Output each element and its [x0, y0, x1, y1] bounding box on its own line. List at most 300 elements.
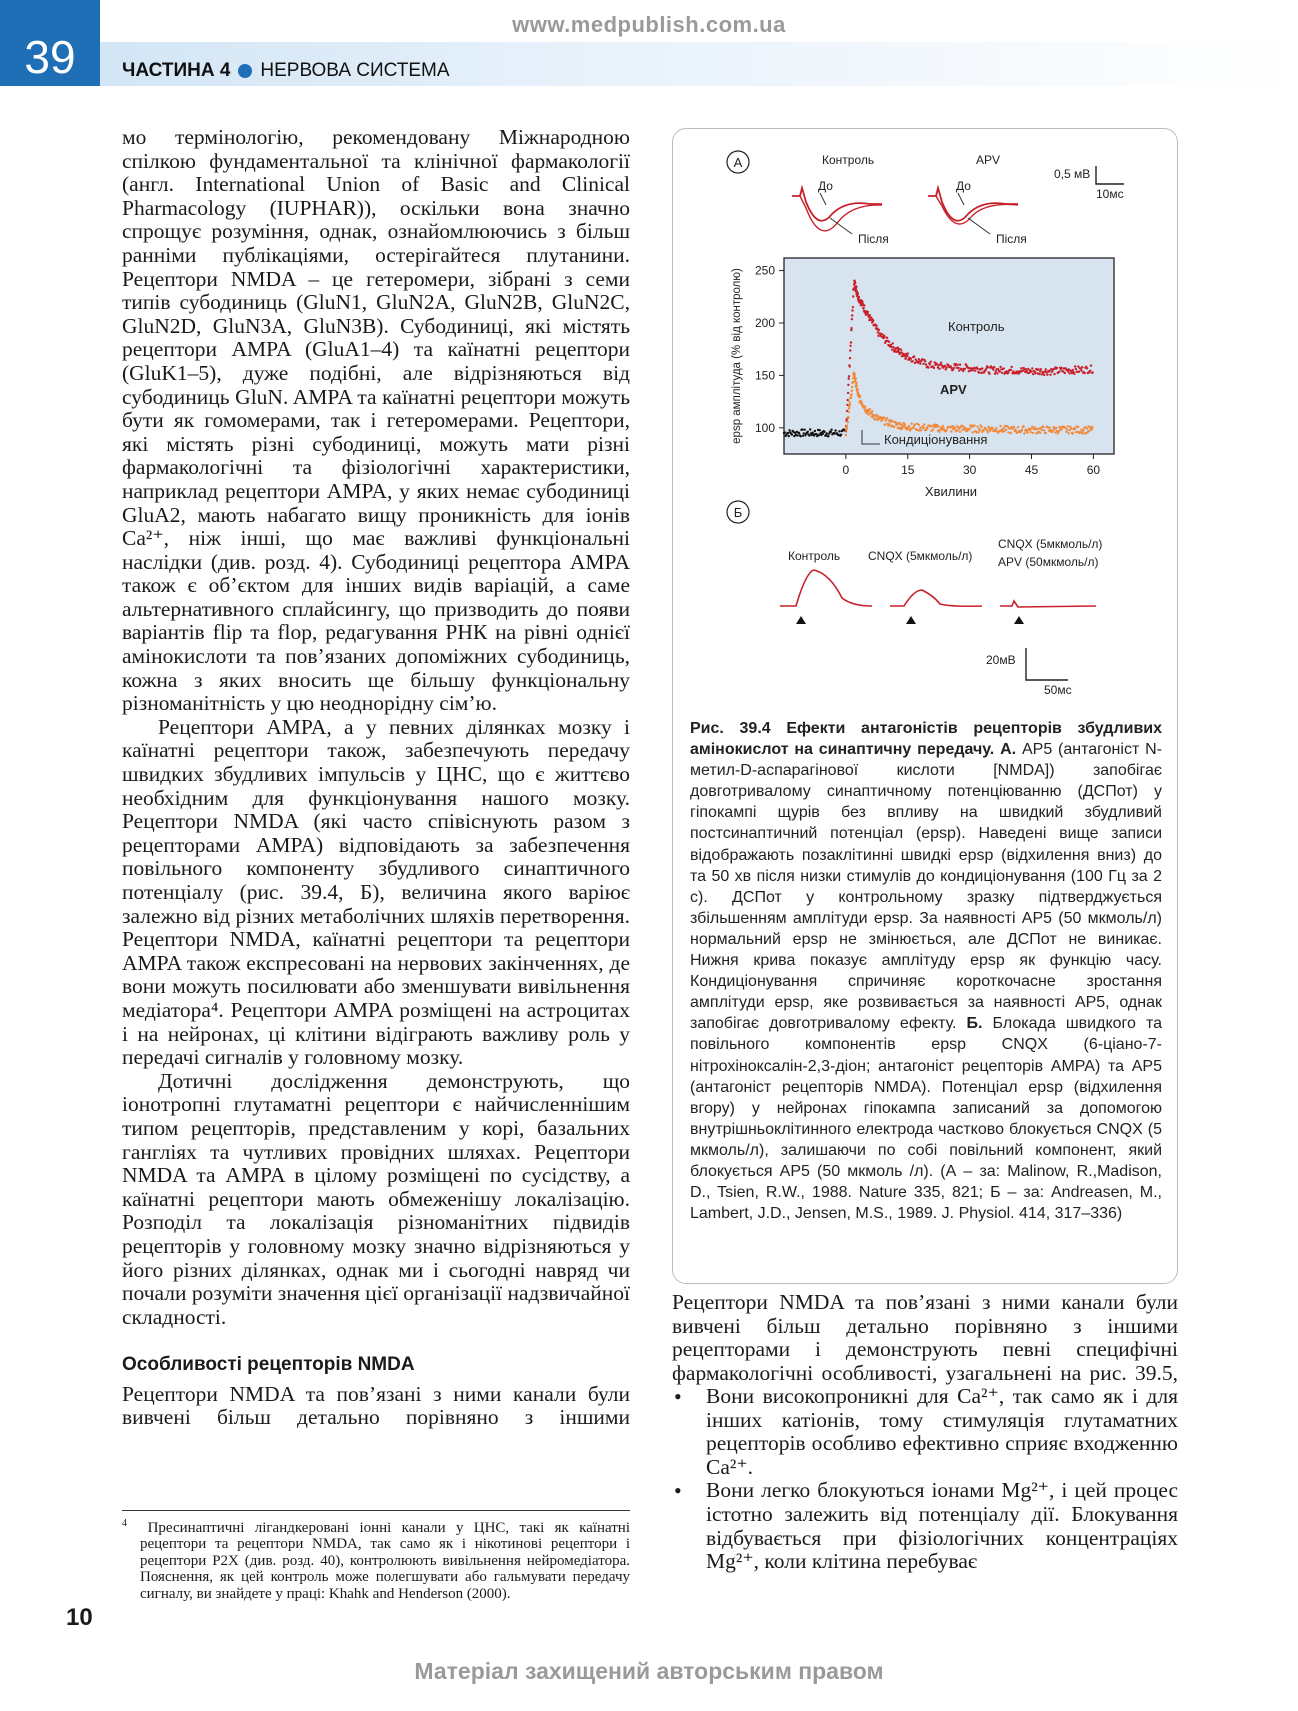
scale-b-time: 50мс: [1044, 683, 1072, 697]
data-point-control: [918, 358, 920, 360]
trace-a-after-2: Після: [996, 232, 1027, 246]
data-point-apv: [1055, 427, 1057, 429]
caption-fig-label: Рис. 39.4: [690, 720, 771, 737]
data-point-control: [987, 366, 989, 368]
data-point-control: [787, 432, 789, 434]
scale-bar-b: [1026, 648, 1068, 680]
data-point-apv: [1067, 425, 1069, 427]
data-point-control: [851, 314, 853, 316]
data-point-control: [950, 367, 952, 369]
data-point-control: [1060, 367, 1062, 369]
site-url: www.medpublish.com.ua: [512, 12, 786, 37]
data-point-apv: [1036, 428, 1038, 430]
data-point-control: [851, 318, 853, 320]
data-point-control: [1058, 371, 1060, 373]
data-point-control: [878, 329, 880, 331]
data-point-control: [847, 384, 849, 386]
data-point-apv: [907, 427, 909, 429]
data-point-control: [830, 429, 832, 431]
data-point-apv: [980, 426, 982, 428]
data-point-control: [976, 368, 978, 370]
data-point-control: [1083, 372, 1085, 374]
data-point-apv: [1041, 429, 1043, 431]
chart-conditioning-label: Кондиціонування: [884, 432, 988, 447]
data-point-control: [807, 431, 809, 433]
data-point-control: [974, 370, 976, 372]
data-point-apv: [1010, 432, 1012, 434]
data-point-apv: [1087, 425, 1089, 427]
data-point-apv: [973, 424, 975, 426]
data-point-control: [850, 327, 852, 329]
data-point-control: [958, 369, 960, 371]
data-point-control: [840, 434, 842, 436]
trace-a-apv-after: [936, 196, 1018, 224]
data-point-control: [867, 311, 869, 313]
data-point-control: [940, 362, 942, 364]
trace-b-control: [780, 570, 872, 606]
data-point-apv: [908, 425, 910, 427]
data-point-apv: [851, 390, 853, 392]
data-point-control: [847, 399, 849, 401]
data-point-control: [852, 306, 854, 308]
data-point-control: [953, 367, 955, 369]
paragraph-4-continued: Рецептори NMDA та пов’язані з ними канали були вивчені більш детально порівняно з іншими рецепторами і демонструють певні специфічні фармакологічні особливості, узагальнені на рис. 39.5,: [672, 1291, 1178, 1385]
subheading-nmda: Особливості рецепторів NMDA: [122, 1354, 415, 1376]
data-point-apv: [846, 428, 848, 430]
data-point-apv: [856, 388, 858, 390]
data-point-control: [922, 363, 924, 365]
x-tick-label: 30: [962, 463, 977, 477]
data-point-apv: [1091, 428, 1093, 430]
data-point-control: [978, 372, 980, 374]
data-point-control: [1053, 373, 1055, 375]
data-point-apv: [923, 423, 925, 425]
data-point-control: [1030, 370, 1032, 372]
data-point-apv: [1030, 431, 1032, 433]
footnote-mark: 4: [122, 1518, 127, 1529]
y-tick-label: 200: [754, 315, 775, 330]
data-point-control: [809, 428, 811, 430]
trace-b-cnqx-title: CNQX (5мкмоль/л): [868, 549, 973, 563]
data-point-apv: [1026, 431, 1028, 433]
data-point-control: [849, 365, 851, 367]
bullet-item-2: • Вони легко блокуються іонами Mg²⁺, і цей процес істотно залежить від потенціалу дії. Блокування відбувається при фізіологічних концентраціях Mg²⁺, коли клітина перебуває: [672, 1479, 1178, 1573]
data-point-control: [927, 366, 929, 368]
data-point-control: [888, 341, 890, 343]
data-point-apv: [846, 425, 848, 427]
data-point-apv: [1086, 428, 1088, 430]
data-point-control: [1080, 369, 1082, 371]
data-point-control: [803, 432, 805, 434]
data-point-apv: [914, 423, 916, 425]
data-point-control: [907, 352, 909, 354]
data-point-control: [1081, 366, 1083, 368]
data-point-control: [803, 429, 805, 431]
data-point-control: [819, 429, 821, 431]
data-point-control: [1086, 367, 1088, 369]
data-point-apv: [1060, 428, 1062, 430]
data-point-control: [847, 392, 849, 394]
footnote-rule: [122, 1510, 630, 1511]
data-point-control: [823, 431, 825, 433]
data-point-apv: [1032, 432, 1034, 434]
data-point-apv: [1081, 432, 1083, 434]
data-point-control: [1078, 371, 1080, 373]
data-point-control: [1010, 369, 1012, 371]
data-point-control: [964, 368, 966, 370]
data-point-apv: [1013, 426, 1015, 428]
data-point-apv: [1045, 432, 1047, 434]
x-tick-label: 0: [842, 463, 850, 477]
x-tick-label: 60: [1086, 463, 1101, 477]
data-point-control: [999, 366, 1001, 368]
data-point-control: [827, 435, 829, 437]
trace-a-after-pointer-1: [830, 218, 852, 234]
data-point-apv: [1043, 429, 1045, 431]
data-point-apv: [850, 396, 852, 398]
data-point-control: [988, 373, 990, 375]
data-point-apv: [991, 427, 993, 429]
data-point-control: [929, 363, 931, 365]
data-point-apv: [1031, 426, 1033, 428]
data-point-control: [857, 292, 859, 294]
data-point-apv: [1001, 431, 1003, 433]
data-point-apv: [999, 425, 1001, 427]
data-point-control: [861, 300, 863, 302]
data-point-apv: [885, 419, 887, 421]
data-point-control: [851, 309, 853, 311]
data-point-apv: [989, 430, 991, 432]
data-point-control: [995, 370, 997, 372]
data-point-control: [1032, 373, 1034, 375]
trace-a-before-1: До: [818, 179, 833, 193]
trace-a-control-before: [792, 188, 882, 221]
data-point-apv: [1070, 428, 1072, 430]
data-point-control: [814, 430, 816, 432]
data-point-apv: [889, 423, 891, 425]
y-tick-label: 250: [754, 263, 775, 278]
data-point-control: [924, 360, 926, 362]
caption-b-text: Блокада швидкого та повільного компонентів epsp CNQX (6-ціано-7-нітрохіноксалін-2,3-діон; антагоніст рецепторів AMPA) та AP5 (антагоніст рецепторів NMDA). Потенціал epsp (відхилення вгору) у нейронах гіпокампа записаний за допомогою внутрішньоклітинного електрода частково блокується CNQX (5 мкмоль/л), залишаючи по собі повільний компонент, який блокується AP5 (50 мкмоль /л). (А – за: Malinow, R.,Madison, D., Tsien, R.W., 1988. Nature 335, 821; Б – за: Andreasen, M., Lambert, J.D., Jensen, M.S., 1989. J. Physiol. 414, 317–336): [690, 1015, 1163, 1223]
data-point-control: [1073, 373, 1075, 375]
data-point-control: [999, 370, 1001, 372]
data-point-apv: [1039, 432, 1041, 434]
data-point-control: [994, 373, 996, 375]
data-point-apv: [850, 393, 852, 395]
trace-b-cnqx-apv: [1000, 601, 1096, 607]
trace-a-before-pointer-1: [820, 193, 826, 205]
data-point-apv: [869, 408, 871, 410]
data-point-control: [877, 335, 879, 337]
caption-a-text: AP5 (антагоніст N-метил-D-аспарагінової кислоти [NMDA]) запобігає довготривалому синаптичному потенціюванню (ДСПот) у гіпокампі щурів без впливу на швидкий збудливий постсинаптичний потенціал (epsp). Наведені вище записи відображають позаклітинні швидкі epsp (відхилення вниз) до та 50 хв після низки стимулів до кондиціонування (100 Гц за 2 с). ДСПот у контрольному зразку підтверджується збільшенням амплітуди epsp. За наявності AP5 (50 мкмоль/л) нормальний epsp не змінюється, але ДСПот не виникає. Нижня крива показує амплітуду epsp як функцію часу. Кондиціонування спричиняє короткочасне зростання амплітуди epsp, яке розвивається за наявності AP5, однак запобігає довготривалому ефекту.: [690, 741, 1163, 1033]
data-point-apv: [883, 416, 885, 418]
data-point-apv: [871, 410, 873, 412]
right-column: [672, 1291, 1178, 1574]
data-point-apv: [958, 427, 960, 429]
data-point-apv: [922, 427, 924, 429]
data-point-apv: [942, 425, 944, 427]
data-point-control: [826, 432, 828, 434]
data-point-control: [1089, 370, 1091, 372]
data-point-control: [1003, 367, 1005, 369]
data-point-apv: [918, 424, 920, 426]
data-point-apv: [1091, 426, 1093, 428]
data-point-control: [1011, 366, 1013, 368]
data-point-control: [959, 364, 961, 366]
trace-b-cnqx-apv-title-1: CNQX (5мкмоль/л): [998, 537, 1103, 551]
data-point-apv: [1042, 426, 1044, 428]
panel-b-label: Б: [733, 505, 743, 520]
data-point-apv: [854, 374, 856, 376]
data-point-control: [1075, 368, 1077, 370]
data-point-apv: [1030, 428, 1032, 430]
panel-a-label: А: [733, 155, 743, 170]
data-point-control: [858, 296, 860, 298]
y-tick-label: 150: [754, 368, 775, 383]
data-point-control: [869, 314, 871, 316]
data-point-apv: [859, 395, 861, 397]
data-point-apv: [932, 429, 934, 431]
caption-a-mark: А.: [1000, 741, 1017, 759]
trace-a-after-pointer-2: [968, 218, 990, 234]
caption-title: Ефекти антагоністів рецепторів збудливих амінокислот на синаптичну передачу.: [690, 720, 1163, 759]
data-point-control: [992, 368, 994, 370]
data-point-apv: [848, 411, 850, 413]
data-point-control: [796, 434, 798, 436]
trace-b-control-title: Контроль: [788, 549, 841, 563]
data-point-control: [1043, 374, 1045, 376]
scale-b-voltage: 20мВ: [986, 653, 1016, 667]
data-point-control: [933, 367, 935, 369]
data-point-control: [900, 349, 902, 351]
data-point-apv: [926, 427, 928, 429]
chart-apv-label: APV: [940, 382, 967, 397]
stimulus-marker-2: [906, 616, 916, 624]
data-point-control: [957, 367, 959, 369]
paragraph-2: Рецептори AMPA, а у певних ділянках мозку і каїнатні рецептори також, забезпечують передачу швидких збудливих імпульсів у ЦНС, що є життєво необхідним для функціонування нашого мозку. Рецептори NMDA (які часто співіснують разом з рецепторами AMPA) відповідають за забезпечення повільного компоненту збудливого синаптичного потенціалу (рис. 39.4, Б), величина якого варіює залежно від різних метаболічних шляхів перетворення. Рецептори NMDA, каїнатні рецептори та рецептори AMPA також експресовані на нервових закінченнях, де вони можуть посилювати або зменшувати вивільнення медіатора⁴. Рецептори AMPA розміщені на астроцитах і на нейронах, ці клітини відіграють важливу роль у передачі сигналів у головному мозку.: [122, 714, 630, 1070]
data-point-apv: [848, 407, 850, 409]
data-point-apv: [1005, 429, 1007, 431]
data-point-apv: [1065, 431, 1067, 433]
data-point-control: [941, 364, 943, 366]
data-point-control: [1045, 368, 1047, 370]
chapter-number: 39: [24, 31, 76, 83]
data-point-apv: [851, 386, 853, 388]
data-point-control: [996, 372, 998, 374]
data-point-control: [800, 435, 802, 437]
data-point-apv: [856, 384, 858, 386]
data-point-apv: [1088, 430, 1090, 432]
scale-a-time: 10мс: [1096, 187, 1124, 201]
data-point-control: [875, 325, 877, 327]
data-point-apv: [904, 423, 906, 425]
data-point-control: [892, 342, 894, 344]
paragraph-3: Дотичні дослідження демонструють, що іонотропні глутаматні рецептори є найчисленнішим типом рецепторів, представленим у корі, базальних гангліях та чутливих провідних шляхах. Рецептори NMDA та AMPA в цілому розміщені по сусідству, а каїнатні рецептори мають обмеженішу локалізацію. Розподіл та локалізація різноманітних підвидів рецепторів у головному мозку значно відрізняються у його різних ділянках, однак ми і сьогодні навряд чи почали розуміти значення цієї організації надзвичайної складності.: [122, 1068, 630, 1329]
data-point-apv: [1021, 429, 1023, 431]
data-point-control: [834, 429, 836, 431]
copyright-notice: Матеріал захищений авторським правом: [414, 1658, 884, 1684]
data-point-control: [798, 432, 800, 434]
section-title: НЕРВОВА СИСТЕМА: [260, 60, 450, 81]
data-point-control: [848, 378, 850, 380]
chart-control-label: Контроль: [948, 319, 1005, 334]
data-point-control: [1034, 372, 1036, 374]
data-point-apv: [849, 401, 851, 403]
data-point-apv: [1064, 427, 1066, 429]
data-point-apv: [1082, 430, 1084, 432]
data-point-control: [886, 337, 888, 339]
chart-y-axis-label: epsp амплітуда (% від контролю): [731, 268, 743, 444]
data-point-control: [945, 366, 947, 368]
trace-b-cnqx-apv-title-2: APV (50мкмоль/л): [998, 555, 1099, 569]
data-point-control: [862, 307, 864, 309]
data-point-apv: [884, 423, 886, 425]
data-point-apv: [852, 381, 854, 383]
data-point-control: [1040, 368, 1042, 370]
data-point-control: [848, 375, 850, 377]
data-point-control: [910, 357, 912, 359]
data-point-apv: [849, 403, 851, 405]
data-point-control: [784, 431, 786, 433]
data-point-control: [1090, 364, 1092, 366]
chart-plot-area: [784, 258, 1114, 454]
data-point-control: [891, 349, 893, 351]
data-point-control: [883, 336, 885, 338]
stimulus-marker-1: [796, 616, 806, 624]
data-point-control: [1091, 371, 1093, 373]
data-point-control: [801, 428, 803, 430]
data-point-apv: [954, 427, 956, 429]
data-point-control: [962, 370, 964, 372]
data-point-apv: [1014, 429, 1016, 431]
data-point-apv: [1072, 432, 1074, 434]
data-point-control: [870, 316, 872, 318]
caption-b-mark: Б.: [966, 1015, 983, 1033]
data-point-apv: [845, 434, 847, 436]
data-point-apv: [847, 421, 849, 423]
footnote: [122, 1520, 630, 1602]
data-point-apv: [1023, 432, 1025, 434]
data-point-control: [855, 286, 857, 288]
data-point-control: [1039, 370, 1041, 372]
chart-x-axis-label: Хвилини: [924, 484, 978, 499]
data-point-control: [925, 363, 927, 365]
data-point-apv: [1049, 427, 1051, 429]
footnote-text: Пресинаптичні лігандкеровані іонні канали у ЦНС, такі як каїнатні рецептори та рецептори NMDA, так само як і нікотинові рецептори і рецептори P2X (див. розд. 40), контролюють вивільнення нейромедіатора. Пояснення, як цей контроль може полегшувати або гальмувати передачу сигналу, ви знайдете у праці: Khahk and Henderson (2000).: [140, 1520, 630, 1602]
data-point-control: [822, 433, 824, 435]
data-point-control: [838, 430, 840, 432]
trace-a-control-title: Контроль: [822, 153, 875, 167]
data-point-control: [872, 320, 874, 322]
data-point-apv: [847, 417, 849, 419]
data-point-control: [788, 429, 790, 431]
data-point-apv: [893, 426, 895, 428]
data-point-control: [808, 434, 810, 436]
data-point-control: [863, 304, 865, 306]
data-point-control: [1074, 365, 1076, 367]
data-point-control: [788, 435, 790, 437]
stimulus-marker-3: [1014, 616, 1024, 624]
trace-a-before-pointer-2: [958, 193, 964, 205]
x-tick-label: 15: [901, 463, 915, 477]
data-point-control: [1049, 374, 1051, 376]
data-point-apv: [1003, 427, 1005, 429]
data-point-control: [830, 431, 832, 433]
data-point-apv: [995, 427, 997, 429]
data-point-control: [930, 361, 932, 363]
data-point-control: [938, 368, 940, 370]
data-point-control: [1064, 372, 1066, 374]
data-point-control: [1067, 370, 1069, 372]
data-point-control: [1046, 374, 1048, 376]
figure-39-4: [0, 0, 1298, 720]
scale-a-voltage: 0,5 мВ: [1054, 167, 1091, 181]
data-point-apv: [938, 425, 940, 427]
data-point-control: [849, 349, 851, 351]
scale-bar-a: [1096, 166, 1124, 184]
data-point-control: [849, 345, 851, 347]
data-point-control: [957, 364, 959, 366]
data-point-control: [1020, 367, 1022, 369]
data-point-control: [854, 282, 856, 284]
data-point-control: [892, 346, 894, 348]
paragraph-1: мо термінологію, рекомендовану Міжнародною спілкою фундаментальної та клінічної фармакології (англ. International Union of Basic and Clinical Pharmacology (IUPHAR)), оскільки вона значно спрощує розуміння, однак, ознайомлюючись з більш ранніми публікаціями, остерігайтеся плутанини. Рецептори NMDA – це гетеромери, зібрані з семи типів субодиниць (GluN1, GluN2A, GluN2B, GluN2C, GluN2D, GluN3A, GluN3B). Субодиниці, які містять рецептори AMPA (GluA1–4) та каїнатні рецептори (GluK1–5), дуже подібні, але відрізняються від субодиниць GluN. AMPA та каїнатні рецептори можуть бути як гомомерами, так і гетеромерами. Рецептори, які містять різні субодиниці, можуть мати різні фармакологічні та фізіологічні характеристики, наприклад рецептори AMPA, у яких немає субодиниці GluA2, мають набагато вищу проникність для іонів Ca²⁺, ніж інші, що має важливі функціональні наслідки (див. розд. 4). Субодиниці рецептора AMPA також є об’єктом для інших видів варіацій, а саме альтернативного сплайсингу, що призводить до появи варіантів flip та flop, редагування РНК на рівні однієї амінокислоти та пов’язаних допоміжних субодиниць, кожна з яких вносить ще більшу функціональну різноманітність у цю неоднорідну сім’ю.: [122, 125, 630, 716]
data-point-apv: [864, 405, 866, 407]
data-point-apv: [855, 378, 857, 380]
trace-b-cnqx: [890, 590, 982, 606]
data-point-control: [852, 295, 854, 297]
data-point-apv: [880, 420, 882, 422]
data-point-apv: [1077, 426, 1079, 428]
data-point-apv: [1022, 425, 1024, 427]
data-point-control: [1068, 372, 1070, 374]
data-point-control: [1037, 368, 1039, 370]
data-point-apv: [1007, 431, 1009, 433]
x-tick-label: 45: [1024, 463, 1039, 477]
data-point-control: [905, 357, 907, 359]
data-point-control: [849, 357, 851, 359]
data-point-control: [906, 355, 908, 357]
data-point-apv: [968, 428, 970, 430]
paragraph-4: Рецептори NMDA та пов’язані з ними канали були вивчені більш детально порівняно з іншими: [122, 1382, 630, 1430]
trace-a-after-1: Після: [858, 232, 889, 246]
data-point-control: [1056, 367, 1058, 369]
data-point-control: [791, 433, 793, 435]
trace-a-apv-title: APV: [976, 153, 1001, 167]
data-point-control: [981, 367, 983, 369]
data-point-apv: [855, 382, 857, 384]
data-point-control: [911, 360, 913, 362]
data-point-apv: [911, 423, 913, 425]
data-point-control: [913, 355, 915, 357]
data-point-control: [1038, 373, 1040, 375]
trace-a-before-2: До: [956, 179, 971, 193]
data-point-control: [802, 435, 804, 437]
data-point-apv: [1068, 432, 1070, 434]
page-number: 10: [66, 1604, 93, 1631]
data-point-apv: [886, 417, 888, 419]
figure-caption: [690, 718, 1162, 1224]
data-point-control: [915, 358, 917, 360]
data-point-apv: [876, 414, 878, 416]
part-label: ЧАСТИНА 4: [122, 60, 231, 81]
data-point-control: [1031, 367, 1033, 369]
y-tick-label: 100: [754, 420, 775, 435]
data-point-apv: [976, 426, 978, 428]
data-point-apv: [1074, 428, 1076, 430]
data-point-control: [993, 366, 995, 368]
data-point-apv: [1017, 426, 1019, 428]
